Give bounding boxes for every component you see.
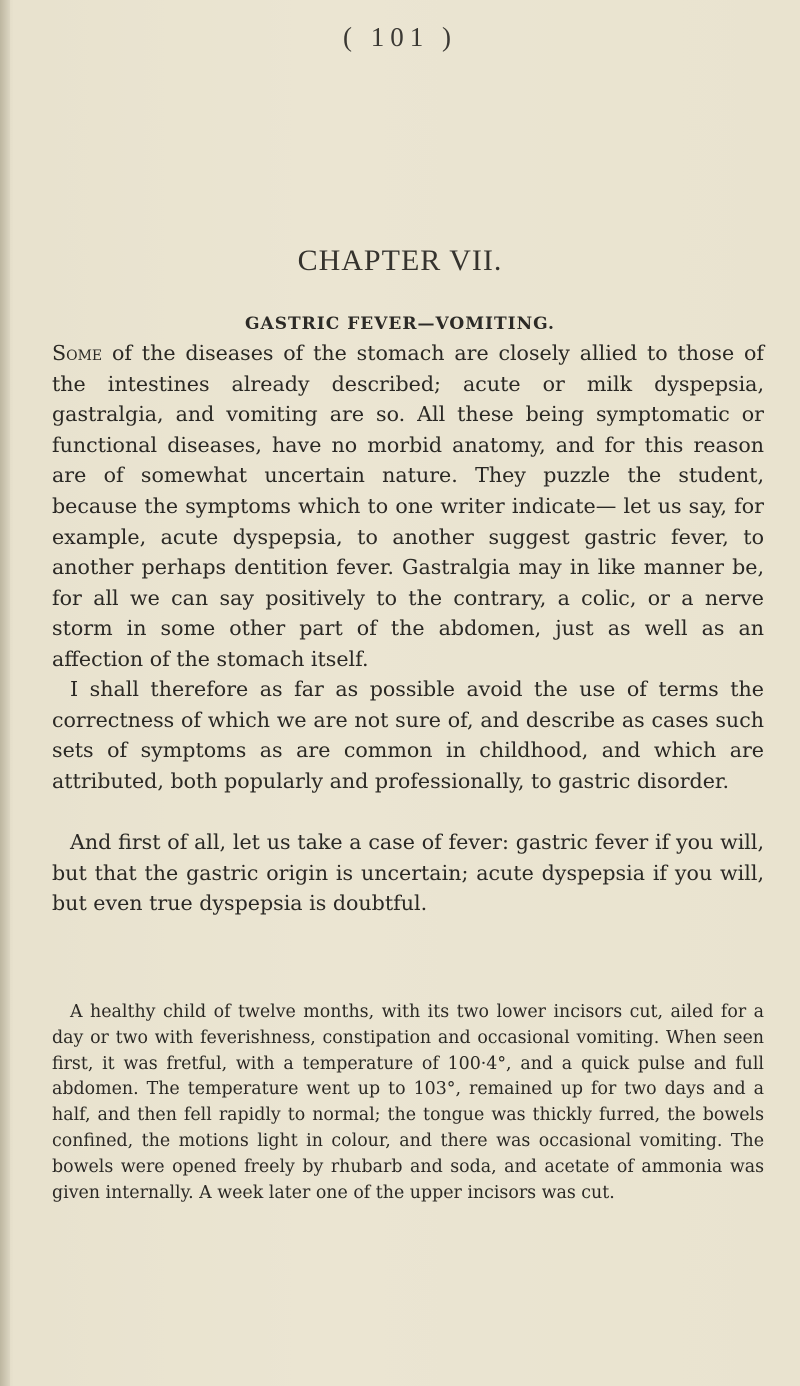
page-number: ( 101 ) [343, 22, 457, 52]
paragraph-3 [52, 827, 764, 919]
chapter-title: CHAPTER VII. [297, 244, 503, 277]
paragraph-2 [52, 674, 764, 796]
paragraph-lead-word: Some [52, 341, 103, 365]
paragraph-text: I shall therefore as far as possible avoid the use of terms the correctness of which we are not sure of, and describe as cases such sets of symptoms as are common in childhood, and which are attributed, both popularly and professionally, to gastric disorder. [52, 677, 764, 793]
chapter-subtitle: GASTRIC FEVER—VOMITING. [245, 314, 555, 334]
paragraph-text: of the diseases of the stomach are closely allied to those of the intestines already described; acute or milk dyspepsia, gastralgia, and vomiting are so. All these being symptomatic or functional diseases, have no morbid anatomy, and for this reason are of somewhat uncertain nature. They puzzle the student, because the symptoms which to one writer indicate— let us say, for example, acute dyspepsia, to another suggest gastric fever, to another perhaps dentition fever. Gastralgia may in like manner be, for all we can say positively to the contrary, a colic, or a nerve storm in some other part of the abdomen, just as well as an affection of the stomach itself. [52, 341, 764, 671]
page-binding-edge [0, 0, 10, 1386]
paragraph-text: And first of all, let us take a case of fever: gastric fever if you will, but that the gastric origin is uncertain; acute dyspepsia if you will, but even true dyspepsia is doubtful. [52, 830, 764, 916]
paragraph-1 [52, 338, 764, 675]
case-report-paragraph: A healthy child of twelve months, with its two lower incisors cut, ailed for a day or two with feverishness, constipation and occasional vomiting. When seen first, it was fretful, with a temperature of 100·4°, and a quick pulse and full abdomen. The temperature went up to 103°, remained up for two days and a half, and then fell rapidly to normal; the tongue was thickly furred, the bowels confined, the motions light in colour, and there was occasional vomiting. The bowels were opened freely by rhubarb and soda, and acetate of ammonia was given internally. A week later one of the upper incisors was cut. [52, 1002, 764, 1203]
